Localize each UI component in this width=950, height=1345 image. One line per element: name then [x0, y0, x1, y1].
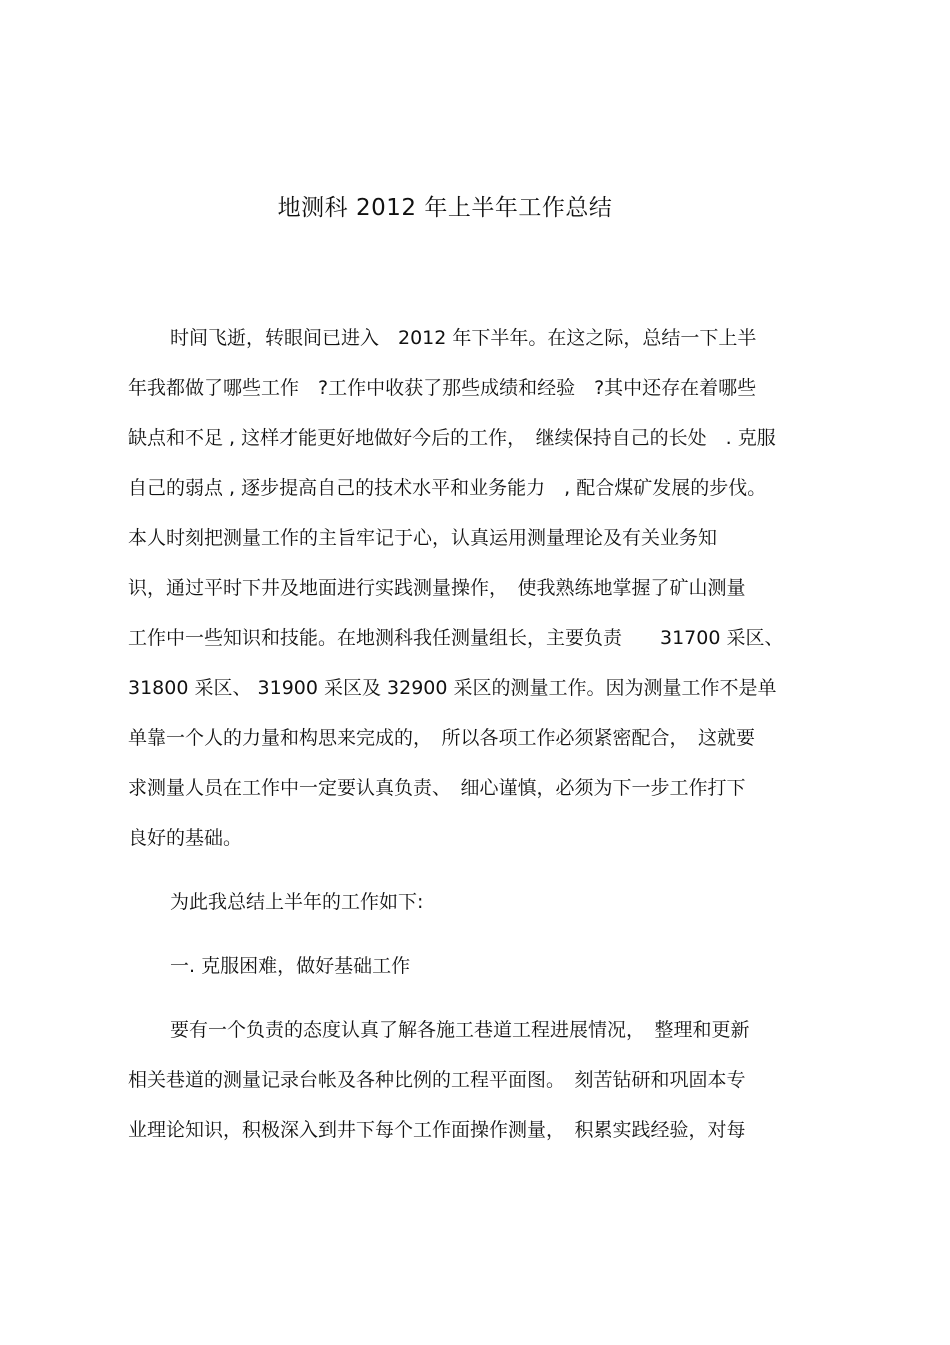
- paragraph-line: 求测量人员在工作中一定要认真负责、 细心谨慎，必须为下一步工作打下: [128, 777, 746, 799]
- paragraph-line: 相关巷道的测量记录台帐及各种比例的工程平面图。 刻苦钻研和巩固本专: [128, 1069, 746, 1091]
- paragraph-line: 识，通过平时下井及地面进行实践测量操作， 使我熟练地掌握了矿山测量: [128, 577, 746, 599]
- paragraph-line: 缺点和不足 , 这样才能更好地做好今后的工作， 继续保持自己的长处 . 克服: [128, 427, 776, 449]
- paragraph-line: 本人时刻把测量工作的主旨牢记于心，认真运用测量理论及有关业务知: [128, 527, 718, 549]
- paragraph-line: 工作中一些知识和技能。在地测科我任测量组长，主要负责 31700 采区、: [128, 627, 784, 649]
- document-title: 地测科 2012 年上半年工作总结: [277, 195, 613, 221]
- paragraph-line: 为此我总结上半年的工作如下:: [170, 891, 424, 913]
- paragraph-line: 时间飞逝，转眼间已进入 2012 年下半年。在这之际，总结一下上半: [170, 327, 757, 349]
- paragraph-line: 业理论知识，积极深入到井下每个工作面操作测量， 积累实践经验，对每: [128, 1119, 746, 1141]
- paragraph-line: 要有一个负责的态度认真了解各施工巷道工程进展情况， 整理和更新: [170, 1019, 750, 1041]
- section-heading: 一. 克服困难，做好基础工作: [170, 955, 411, 977]
- paragraph-line: 自己的弱点 , 逐步提高自己的技术水平和业务能力 , 配合煤矿发展的步伐。: [128, 477, 767, 499]
- paragraph-line: 良好的基础。: [128, 827, 243, 849]
- paragraph-line: 31800 采区、 31900 采区及 32900 采区的测量工作。因为测量工作不是单: [128, 677, 777, 699]
- paragraph-line: 单靠一个人的力量和构思来完成的， 所以各项工作必须紧密配合， 这就要: [128, 727, 756, 749]
- paragraph-line: 年我都做了哪些工作 ?工作中收获了那些成绩和经验 ?其中还存在着哪些: [128, 377, 757, 399]
